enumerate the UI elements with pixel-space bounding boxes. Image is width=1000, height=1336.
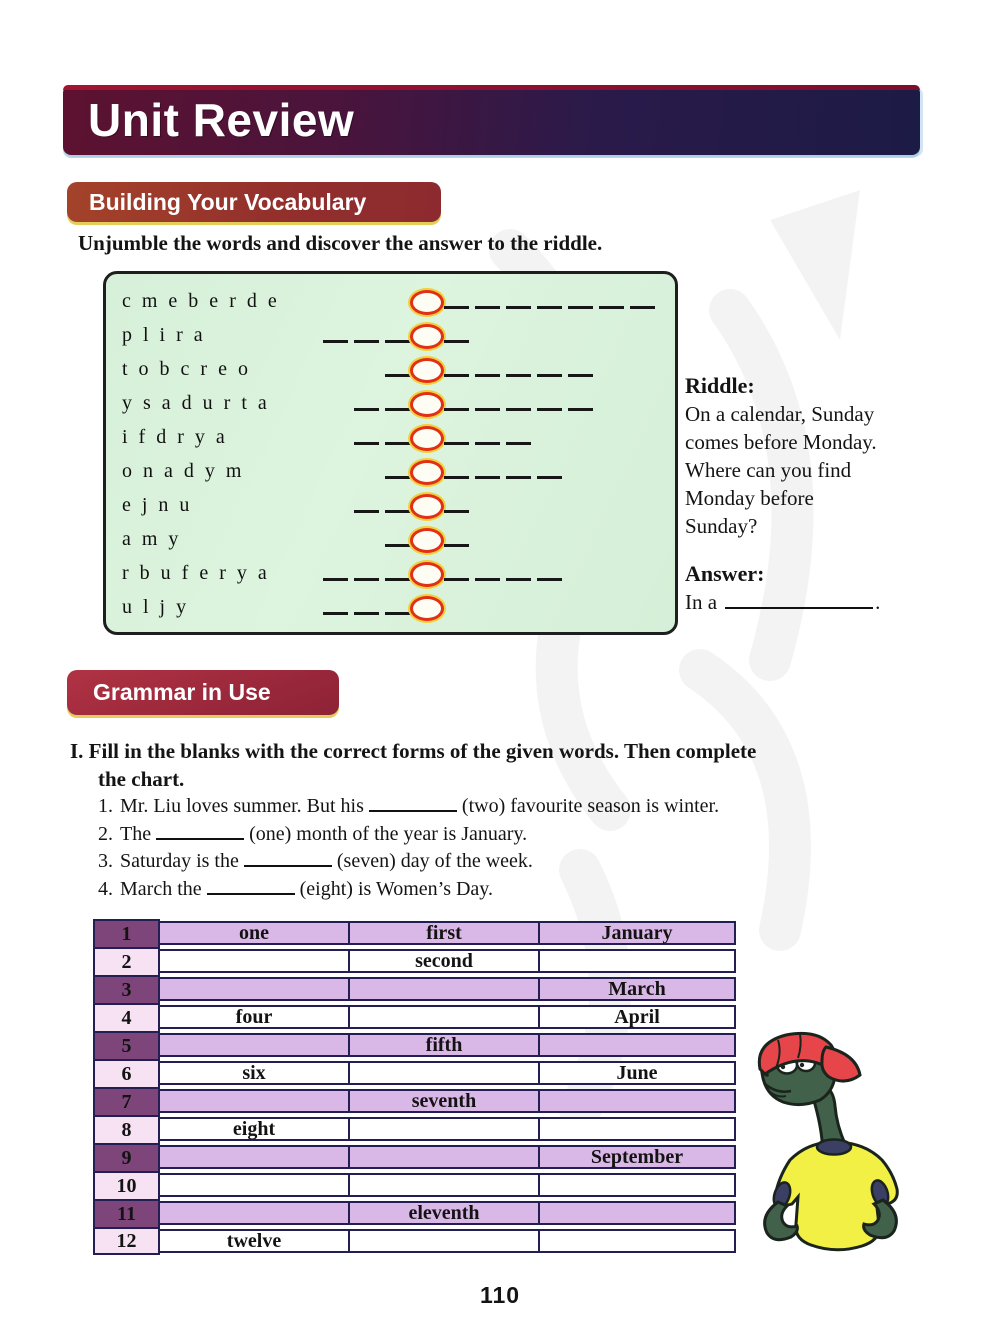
answer-blanks-after [444, 318, 469, 352]
blank-dash [354, 612, 379, 615]
jumbled-letters: i f d r y a [122, 425, 228, 448]
circled-letter-slot [410, 562, 444, 587]
blank-dash [444, 374, 469, 377]
chart-cell-number: 11 [93, 1199, 160, 1227]
chart-row [93, 1031, 736, 1059]
riddle-line: On a calendar, Sunday [685, 402, 875, 426]
circled-letter-slot [410, 392, 444, 417]
blank-dash [599, 306, 624, 309]
blank-dash [444, 578, 469, 581]
chart-cell-ordinal [348, 977, 540, 1001]
vocabulary-badge-label: Building Your Vocabulary [89, 188, 367, 215]
answer-blanks-before [318, 522, 410, 556]
chart-row [93, 947, 736, 975]
blank-dash [354, 442, 379, 445]
fill-in-blank [156, 824, 244, 840]
item-text-after: (two) favourite season is winter. [461, 795, 720, 817]
vocabulary-section-badge [67, 182, 441, 222]
riddle-line: Where can you find [685, 458, 852, 482]
blank-dash [354, 510, 379, 513]
answer-blanks-after [444, 488, 469, 522]
blank-dash [630, 306, 655, 309]
blank-dash [537, 408, 562, 411]
item-number: 1. [98, 795, 113, 817]
jumble-row [122, 488, 659, 522]
item-number: 4. [98, 877, 113, 900]
chart-cell-ordinal: first [348, 921, 540, 945]
chart-cell-number: 7 [93, 1087, 160, 1115]
answer-blanks-after [444, 284, 655, 318]
chart-cell-number: 5 [93, 1031, 160, 1059]
chart-cell-cardinal [158, 1033, 350, 1057]
grammar-badge-label: Grammar in Use [93, 679, 271, 705]
chart-cell-ordinal: second [348, 949, 540, 973]
chart-cell-ordinal: fifth [348, 1033, 540, 1057]
chart-cell-cardinal [158, 1173, 350, 1197]
blank-dash [385, 510, 410, 513]
jumbled-letters: c m e b e r d e [122, 289, 280, 312]
chart-cell-cardinal: twelve [158, 1229, 350, 1253]
blank-dash [385, 476, 410, 479]
exercise-heading-line1: I. Fill in the blanks with the correct forms of the given words. Then complete [70, 739, 757, 763]
jumble-panel [103, 271, 678, 635]
chart-cell-month: June [538, 1061, 736, 1085]
jumbled-letters: r b u f e r y a [122, 561, 270, 584]
jumble-row [122, 522, 659, 556]
blank-dash [537, 374, 562, 377]
answer-blanks-after [444, 386, 593, 420]
circled-letter-slot [410, 494, 444, 519]
item-text-after: (seven) day of the week. [336, 850, 533, 872]
answer-blanks-before [318, 454, 410, 488]
chart-cell-month [538, 1201, 736, 1225]
blank-dash [568, 306, 593, 309]
page-number: 110 [479, 1282, 521, 1308]
jumbled-letters: o n a d y m [122, 459, 245, 482]
chart-row [93, 919, 736, 947]
chart-cell-number: 2 [93, 947, 160, 975]
blank-dash [385, 408, 410, 411]
blank-dash [444, 340, 469, 343]
chart-cell-number: 8 [93, 1115, 160, 1143]
fill-in-blank [207, 879, 295, 895]
item-text-before: March the [120, 877, 202, 900]
answer-blanks-before [318, 386, 410, 420]
blank-dash [385, 374, 410, 377]
exercise-item [98, 821, 950, 849]
circled-letter-slot [410, 358, 444, 383]
riddle-lines [685, 400, 985, 540]
exercise-items [70, 793, 950, 903]
exercise-heading-line2: the chart. [98, 767, 185, 791]
blank-dash [354, 340, 379, 343]
circled-letter-slot [410, 324, 444, 349]
chart-row [93, 1059, 736, 1087]
answer-blanks-after [444, 420, 531, 454]
blank-dash [537, 476, 562, 479]
chart-row [93, 1171, 736, 1199]
blank-dash [537, 578, 562, 581]
chart-cell-cardinal: one [158, 921, 350, 945]
jumble-row [122, 454, 659, 488]
chart-cell-month: March [538, 977, 736, 1001]
answer-blanks-after [444, 556, 562, 590]
chart-cell-cardinal [158, 949, 350, 973]
jumbled-letters: a m y [122, 527, 182, 550]
circled-letter-slot [410, 290, 444, 315]
chart-cell-ordinal [348, 1061, 540, 1085]
chart-cell-month: April [538, 1005, 736, 1029]
chart-cell-month: September [538, 1145, 736, 1169]
blank-dash [385, 578, 410, 581]
chart-row [93, 1227, 736, 1255]
exercise-item [98, 876, 950, 904]
answer-blanks-before [318, 284, 410, 318]
riddle-label: Riddle: [685, 373, 755, 398]
item-text-before: Saturday is the [120, 850, 239, 872]
jumbled-letters: e j n u [122, 493, 193, 516]
chart-cell-ordinal: eleventh [348, 1201, 540, 1225]
exercise-item [98, 793, 950, 821]
answer-blanks-before [318, 352, 410, 386]
blank-dash [506, 306, 531, 309]
jumbled-letters: p l i r a [122, 323, 206, 346]
blank-dash [323, 612, 348, 615]
chart-cell-month [538, 1173, 736, 1197]
circled-letter-slot [410, 528, 444, 553]
answer-label: Answer: [685, 561, 765, 586]
answer-blanks-after [444, 352, 593, 386]
jumble-row [122, 386, 659, 420]
item-number: 2. [98, 822, 113, 845]
jumbled-letters: u l j y [122, 595, 190, 618]
riddle-line: Sunday? [685, 514, 758, 538]
exercise-item [98, 848, 950, 876]
chart-cell-ordinal [348, 1173, 540, 1197]
chart-cell-cardinal [158, 1201, 350, 1225]
grammar-exercise [70, 737, 950, 903]
blank-dash [537, 306, 562, 309]
blank-dash [444, 408, 469, 411]
jumbled-letters: t o b c r e o [122, 357, 251, 380]
item-number: 3. [98, 850, 113, 872]
blank-dash [506, 578, 531, 581]
chart-cell-number: 4 [93, 1003, 160, 1031]
month-chart [93, 919, 736, 1255]
chart-row [93, 1199, 736, 1227]
chart-cell-ordinal: seventh [348, 1089, 540, 1113]
jumbled-letters: y s a d u r t a [122, 391, 270, 414]
blank-dash [475, 578, 500, 581]
chart-cell-number: 9 [93, 1143, 160, 1171]
blank-dash [475, 476, 500, 479]
answer-period: . [875, 590, 881, 614]
answer-blanks-before [318, 318, 410, 352]
chart-cell-ordinal [348, 1145, 540, 1169]
chart-cell-cardinal: four [158, 1005, 350, 1029]
blank-dash [444, 510, 469, 513]
blank-dash [506, 476, 531, 479]
grammar-section-badge [67, 670, 339, 715]
chart-cell-number: 12 [93, 1227, 160, 1255]
chart-row [93, 1003, 736, 1031]
blank-dash [444, 476, 469, 479]
chart-cell-ordinal [348, 1229, 540, 1253]
chart-cell-number: 3 [93, 975, 160, 1003]
item-text-before: Mr. Liu loves summer. But his [120, 795, 364, 817]
blank-dash [444, 544, 469, 547]
chart-row [93, 1087, 736, 1115]
chart-cell-cardinal: eight [158, 1117, 350, 1141]
answer-blanks-after [444, 522, 469, 556]
riddle-line: comes before Monday. [685, 430, 877, 454]
item-text-after: (eight) is Women’s Day. [299, 877, 493, 900]
chart-cell-cardinal [158, 977, 350, 1001]
chart-cell-month [538, 1033, 736, 1057]
chart-cell-month: January [538, 921, 736, 945]
chart-cell-cardinal [158, 1145, 350, 1169]
item-text-after: (one) month of the year is January. [249, 822, 528, 845]
blank-dash [506, 374, 531, 377]
chart-cell-cardinal [158, 1089, 350, 1113]
answer-blanks-before [318, 420, 410, 454]
fill-in-blank [244, 851, 332, 867]
answer-blanks-after [444, 454, 562, 488]
blank-dash [385, 612, 410, 615]
jumble-row [122, 556, 659, 590]
blank-dash [568, 408, 593, 411]
circled-letter-slot [410, 460, 444, 485]
blank-dash [475, 306, 500, 309]
blank-dash [323, 578, 348, 581]
chart-cell-cardinal: six [158, 1061, 350, 1085]
blank-dash [444, 442, 469, 445]
riddle-line: Monday before [685, 486, 814, 510]
jumble-row [122, 352, 659, 386]
blank-dash [354, 408, 379, 411]
blank-dash [506, 408, 531, 411]
jumble-row [122, 318, 659, 352]
jumble-row [122, 284, 659, 318]
blank-dash [475, 374, 500, 377]
answer-line [685, 588, 985, 616]
chart-row [93, 1115, 736, 1143]
chart-cell-month [538, 1229, 736, 1253]
blank-dash [568, 374, 593, 377]
circled-letter-slot [410, 596, 444, 621]
chart-cell-number: 1 [93, 919, 160, 947]
chart-cell-number: 6 [93, 1059, 160, 1087]
item-text-before: The [120, 822, 152, 845]
jumble-list [122, 284, 659, 624]
jumble-row [122, 420, 659, 454]
blank-dash [385, 340, 410, 343]
fill-in-blank [369, 796, 457, 812]
blank-dash [385, 442, 410, 445]
blank-dash [323, 340, 348, 343]
chart-cell-month [538, 1089, 736, 1113]
blank-dash [354, 578, 379, 581]
answer-blanks-before [318, 556, 410, 590]
answer-prefix: In a [685, 590, 718, 614]
unit-review-banner [63, 85, 920, 155]
blank-dash [444, 306, 469, 309]
chart-cell-ordinal [348, 1117, 540, 1141]
answer-blanks-before [318, 488, 410, 522]
page-title: Unit Review [88, 94, 355, 146]
dinosaur-mascot-image [742, 1028, 922, 1268]
blank-dash [506, 442, 531, 445]
riddle-block [685, 372, 985, 616]
chart-row [93, 975, 736, 1003]
blank-dash [475, 408, 500, 411]
blank-dash [385, 544, 410, 547]
chart-row [93, 1143, 736, 1171]
unjumble-instruction: Unjumble the words and discover the answer to the riddle. [78, 231, 603, 255]
answer-blanks-before [318, 590, 410, 624]
circled-letter-slot [410, 426, 444, 451]
chart-cell-month [538, 949, 736, 973]
answer-write-blank [725, 593, 873, 609]
jumble-row [122, 590, 659, 624]
blank-dash [475, 442, 500, 445]
chart-cell-ordinal [348, 1005, 540, 1029]
chart-cell-number: 10 [93, 1171, 160, 1199]
chart-cell-month [538, 1117, 736, 1141]
